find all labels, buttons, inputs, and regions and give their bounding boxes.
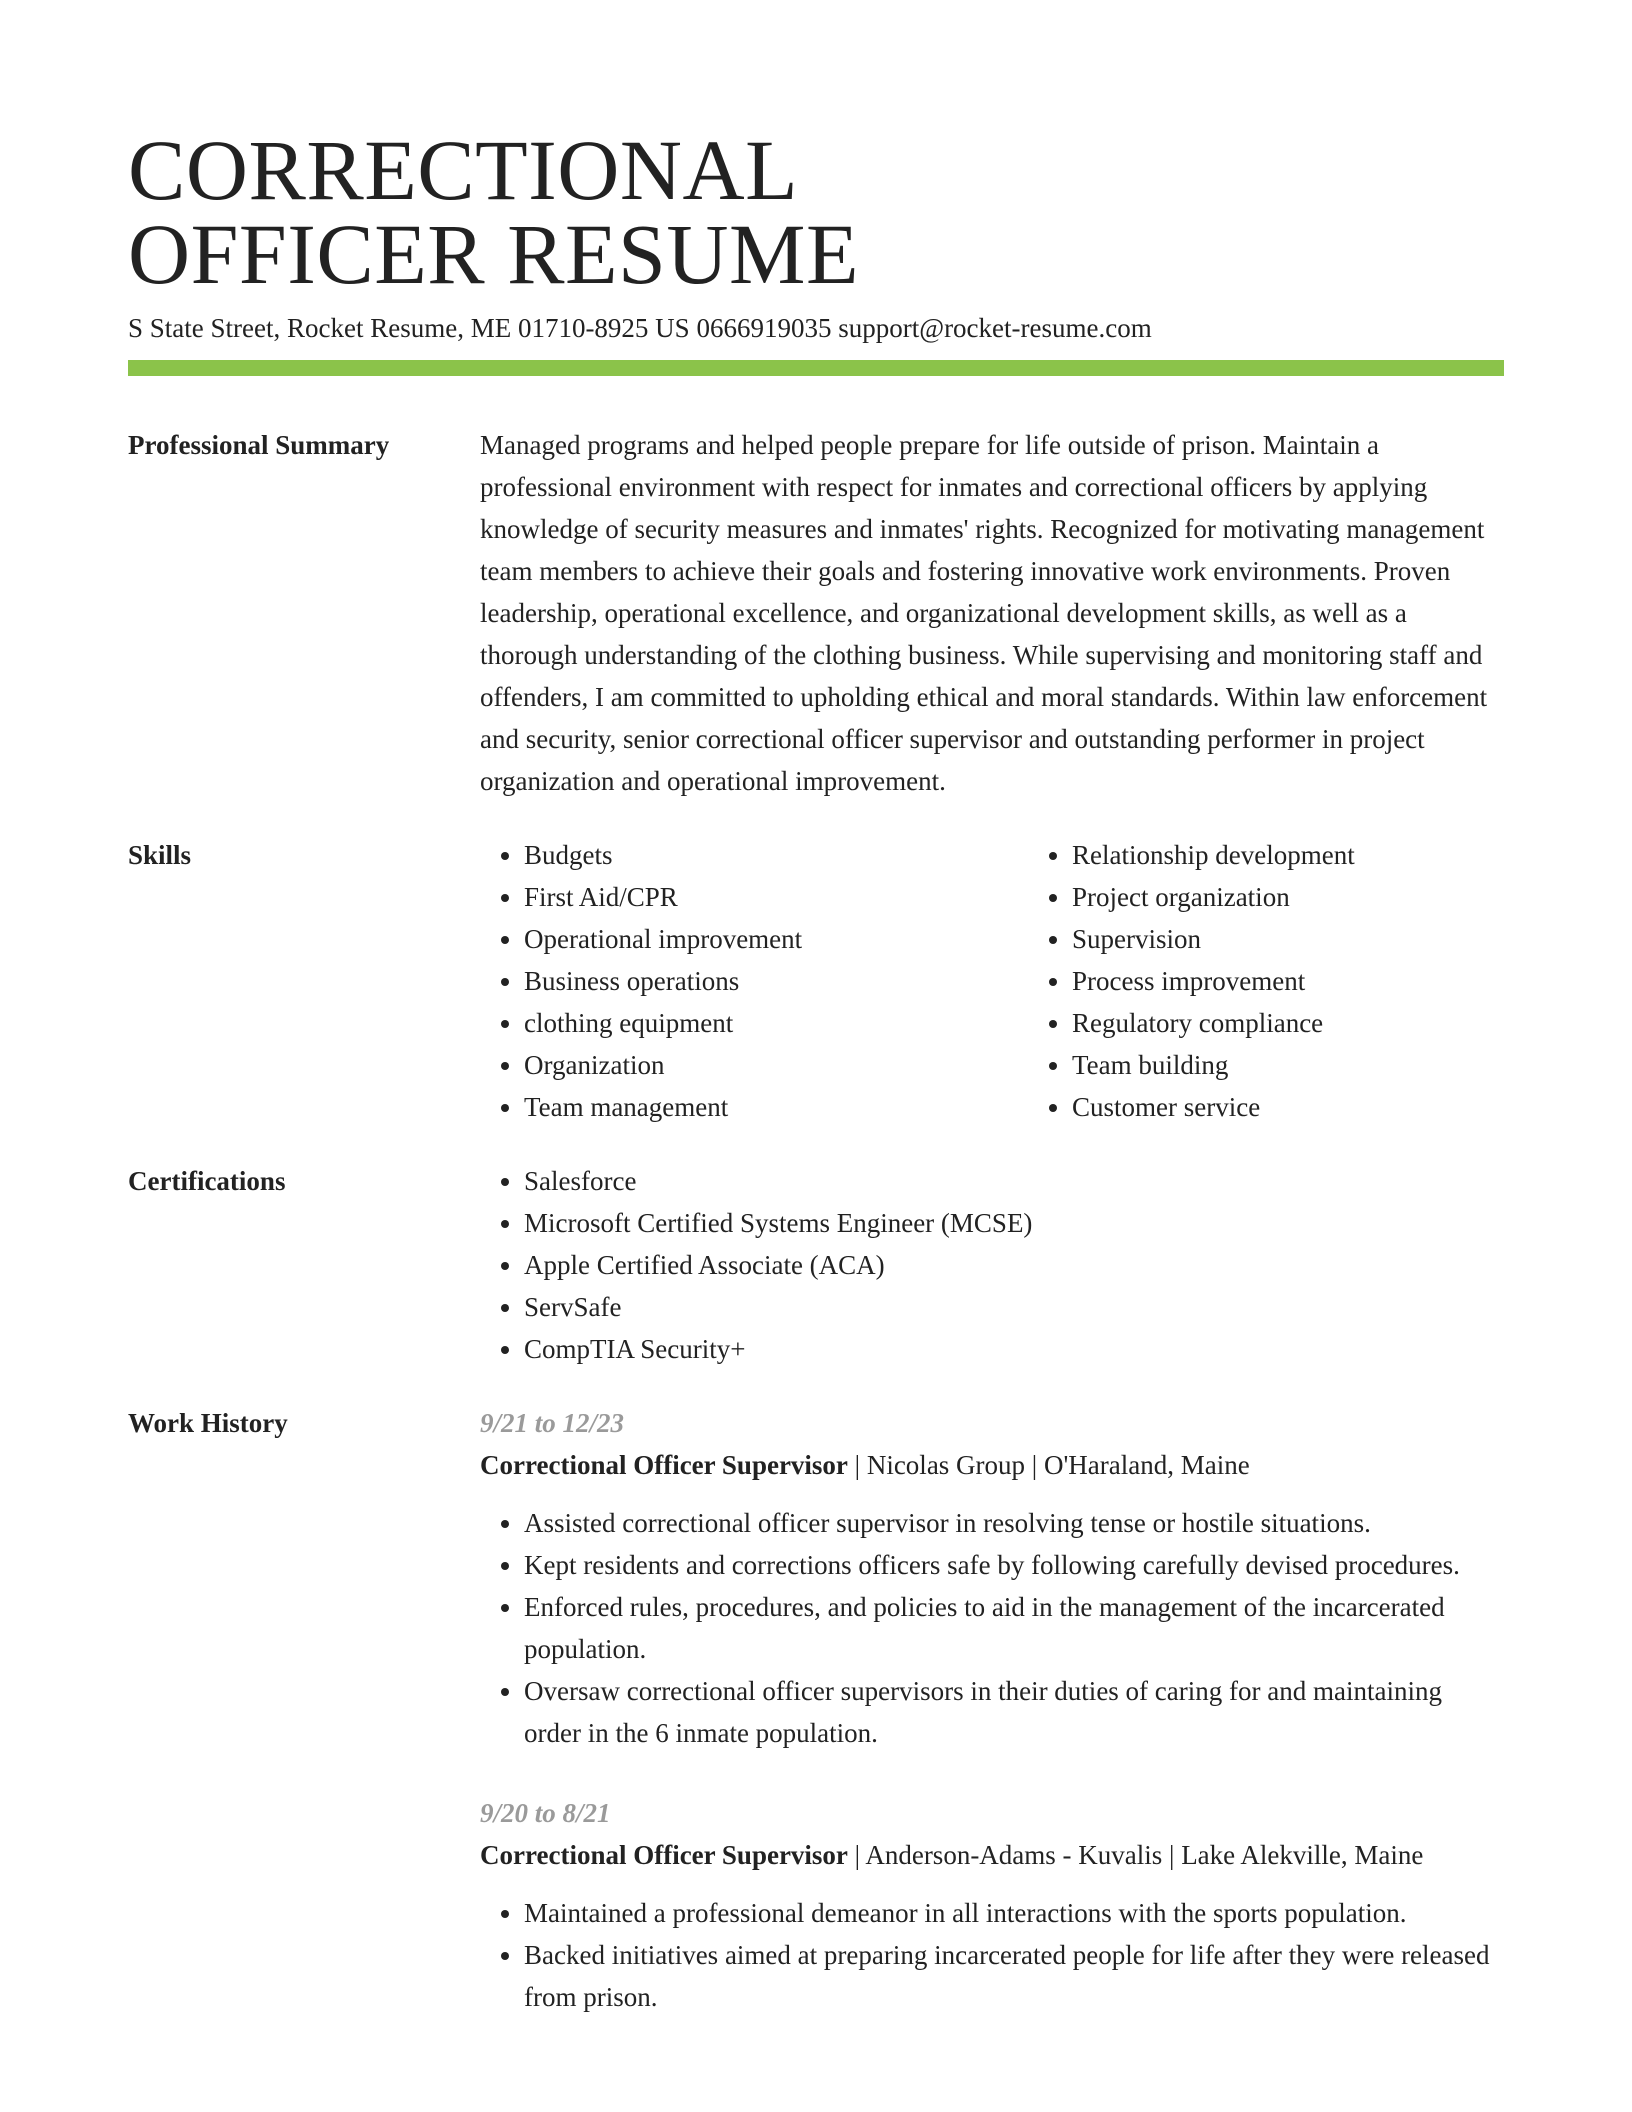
job-bullet: • Backed initiatives aimed at preparing incarcerated people for life after they were released from prison.	[524, 1934, 1504, 2018]
job-entry	[480, 1792, 1504, 2018]
certifications-section	[128, 1160, 1504, 1370]
job-date: 9/20 to 8/21	[480, 1798, 611, 1828]
job-bullet: • Enforced rules, procedures, and policies to aid in the management of the incarcerated population.	[524, 1586, 1504, 1670]
skills-column-1	[480, 834, 1028, 1128]
resume-page	[128, 122, 1504, 2056]
job-bullet: • Maintained a professional demeanor in all interactions with the sports population.	[524, 1892, 1504, 1934]
work-history-body	[480, 1402, 1504, 2056]
skill-item: • Organization	[524, 1044, 1028, 1086]
job-title-line	[480, 1834, 1504, 1876]
job-title-line	[480, 1444, 1504, 1486]
job-bullet: • Kept residents and corrections officers safe by following carefully devised procedures.	[524, 1544, 1504, 1586]
certification-item: • CompTIA Security+	[524, 1328, 1504, 1370]
contact-info: S State Street, Rocket Resume, ME 01710-8925 US 0666919035 support@rocket-resume.com	[128, 313, 1152, 343]
certifications-label: Certifications	[128, 1166, 286, 1196]
skills-body	[480, 834, 1576, 1128]
job-bullets	[480, 1892, 1504, 2018]
skill-item: • Team management	[524, 1086, 1028, 1128]
summary-text: Managed programs and helped people prepare for life outside of prison. Maintain a professional environment with respect for inmates and correctional officers by applying knowledge of security measures and inmates' rights. Recognized for motivating management team members to achieve their goals and fostering innovative work environments. Proven leadership, operational excellence, and organizational development skills, as well as a thorough understanding of the clothing business. While supervising and monitoring staff and offenders, I am committed to upholding ethical and moral standards. Within law enforcement and security, senior correctional officer supervisor and outstanding performer in project organization and operational improvement.	[480, 430, 1488, 796]
skill-item: • Operational improvement	[524, 918, 1028, 960]
certification-item: • Apple Certified Associate (ACA)	[524, 1244, 1504, 1286]
job-details: | Nicolas Group | O'Haraland, Maine	[847, 1450, 1250, 1480]
job-date: 9/21 to 12/23	[480, 1408, 625, 1438]
job-details: | Anderson-Adams - Kuvalis | Lake Alekville, Maine	[847, 1840, 1424, 1870]
work-history-section	[128, 1402, 1504, 2056]
job-entry	[480, 1402, 1504, 1754]
skill-item: • Process improvement	[1072, 960, 1576, 1002]
skill-item: • clothing equipment	[524, 1002, 1028, 1044]
certification-item: • Salesforce	[524, 1160, 1504, 1202]
job-bullet: • Oversaw correctional officer supervisors in their duties of caring for and maintaining order in the 6 inmate population.	[524, 1670, 1504, 1754]
certification-item: • Microsoft Certified Systems Engineer (MCSE)	[524, 1202, 1504, 1244]
skill-item: • Customer service	[1072, 1086, 1576, 1128]
title-line-2: OFFICER RESUME	[128, 206, 859, 302]
skills-section	[128, 834, 1504, 1128]
skill-item: • Supervision	[1072, 918, 1576, 960]
job-bullet: • Assisted correctional officer supervisor in resolving tense or hostile situations.	[524, 1502, 1504, 1544]
job-role: Correctional Officer Supervisor	[480, 1450, 848, 1480]
job-bullets	[480, 1502, 1504, 1754]
skills-column-2	[1028, 834, 1576, 1128]
skill-item: • Business operations	[524, 960, 1028, 1002]
certifications-list	[480, 1160, 1504, 1370]
summary-section	[128, 424, 1504, 802]
skill-item: • Budgets	[524, 834, 1028, 876]
summary-label: Professional Summary	[128, 430, 390, 460]
page-title	[128, 122, 1504, 302]
work-history-label: Work History	[128, 1408, 288, 1438]
skill-item: • Relationship development	[1072, 834, 1576, 876]
job-role: Correctional Officer Supervisor	[480, 1840, 848, 1870]
header-divider	[128, 360, 1504, 376]
skill-item: • Project organization	[1072, 876, 1576, 918]
skill-item: • Team building	[1072, 1044, 1576, 1086]
skill-item: • First Aid/CPR	[524, 876, 1028, 918]
title-line-1: CORRECTIONAL	[128, 122, 799, 218]
skill-item: • Regulatory compliance	[1072, 1002, 1576, 1044]
certification-item: • ServSafe	[524, 1286, 1504, 1328]
certifications-body	[480, 1160, 1504, 1370]
skills-label: Skills	[128, 840, 192, 870]
